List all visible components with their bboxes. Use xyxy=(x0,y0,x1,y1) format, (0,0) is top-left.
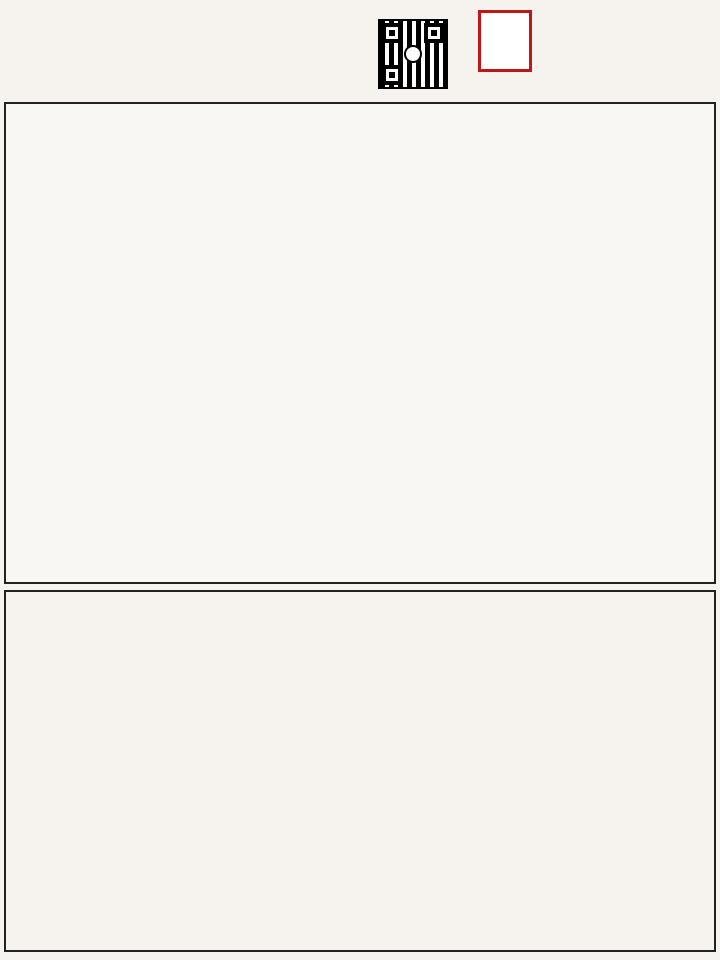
qr-code-icon xyxy=(378,19,448,89)
yearly-table xyxy=(4,590,716,952)
red-seal-logo xyxy=(478,10,532,72)
pillars-grid xyxy=(4,102,716,584)
